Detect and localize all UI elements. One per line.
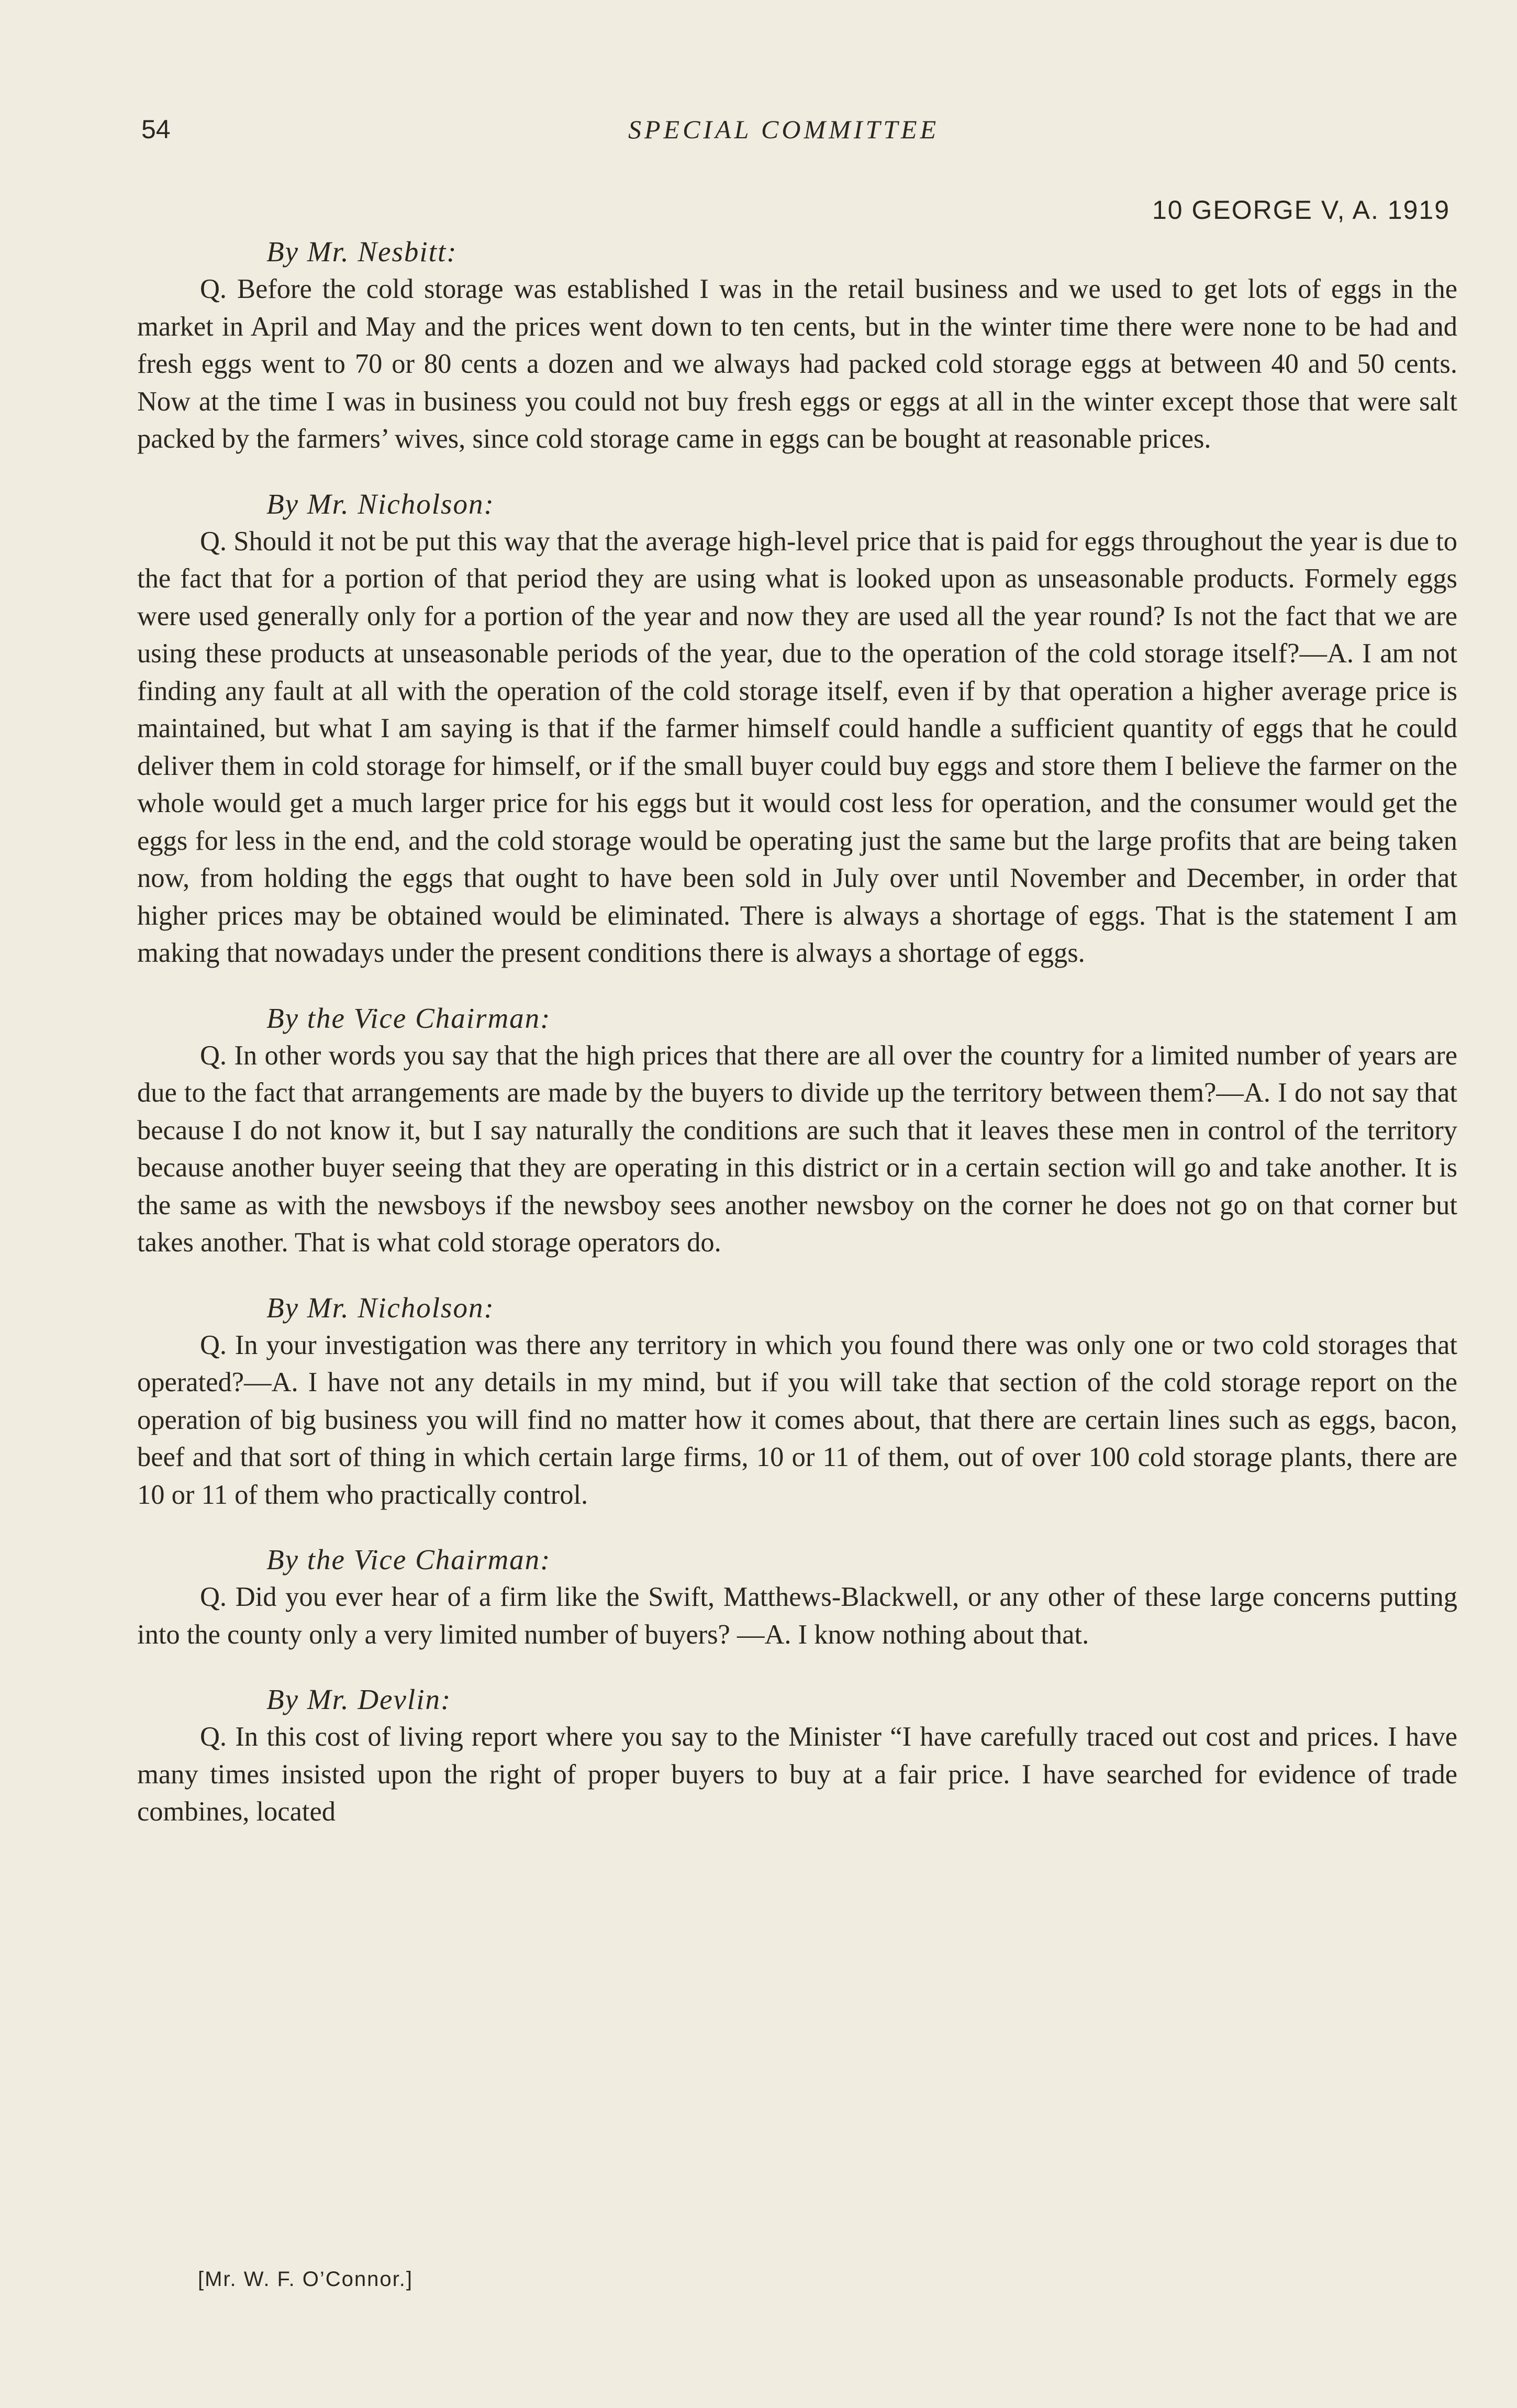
- testimony-paragraph: Q. In other words you say that the high prices that there are all over the country for a limited number of years are due to the fact that arrangements are made by the buyers to divide up the territory between them?—A. I do not say that because I do not know it, but I say naturally the conditions are such that it leaves these men in control of the territory because another buyer seeing that they are operating in this district or in a certain section will go and take another. It is the same as with the newsboys if the newsboy sees another newsboy on the corner he does not go on that corner but takes another. That is what cold storage operators do.: [137, 1040, 1457, 1258]
- running-head: SPECIAL COMMITTEE: [628, 115, 940, 144]
- testimony-paragraph: Q. Should it not be put this way that the average high-level price that is paid for eggs throughout the year is due to the fact that for a portion of that period they are using what is looked upon as unseasonable products. Formely eggs were used generally only for a portion of the year and now they are used all the year round? Is not the fact that we are using these products at unseasonable periods of the year, due to the operation of the cold storage itself?—A. I am not finding any fault at all with the operation of the cold storage itself, even if by that operation a higher average price is maintained, but what I am saying is that if the farmer himself could handle a sufficient quantity of eggs that he could deliver them in cold storage for himself, or if the small buyer could buy eggs and store them I believe the farmer on the whole would get a much larger price for his eggs but it would cost less for operation, and the consumer would get the eggs for less in the end, and the cold storage would be operating just the same but the large profits that are being taken now, from holding the eggs that ought to have been sold in July over until November and December, in order that higher prices may be obtained would be eliminated. There is always a shortage of eggs. That is the statement I am making that nowadays under the present conditions there is always a shortage of eggs.: [137, 526, 1457, 968]
- speaker-heading: By the Vice Chairman:: [266, 1002, 551, 1034]
- page-number: 54: [141, 115, 171, 144]
- speaker-heading: By Mr. Devlin:: [266, 1683, 452, 1715]
- speaker-heading: By Mr. Nicholson:: [266, 487, 495, 520]
- speaker-heading: By Mr. Nesbitt:: [266, 236, 458, 268]
- speaker-heading: By the Vice Chairman:: [266, 1544, 551, 1575]
- body-text: [137, 233, 1457, 1858]
- testimony-paragraph: Q. Before the cold storage was established I was in the retail business and we used to get lots of eggs in the market in April and May and the prices went down to ten cents, but in the winter time there were none to be had and fresh eggs went to 70 or 80 cents a dozen and we always had packed cold storage eggs at between 40 and 50 cents. Now at the time I was in business you could not buy fresh eggs or eggs at all in the winter except those that were salt packed by the farmers’ wives, since cold storage came in eggs can be bought at reasonable prices.: [137, 274, 1457, 454]
- testimony-paragraph: Q. In your investigation was there any territory in which you found there was only one or two cold storages that operated?—A. I have not any details in my mind, but if you will take that section of the cold storage report on the operation of big business you will find no matter how it comes about, that there are certain lines such as eggs, bacon, beef and that sort of thing in which certain large firms, 10 or 11 of them, out of over 100 cold storage plants, there are 10 or 11 of them who practically control.: [137, 1329, 1457, 1510]
- session-line: 10 GEORGE V, A. 1919: [1152, 195, 1450, 225]
- testimony-paragraph: Q. Did you ever hear of a firm like the Swift, Matthews-Blackwell, or any other of these large concerns putting into the county only a very limited number of buyers? —A. I know nothing about that.: [137, 1582, 1457, 1650]
- testimony-paragraph: Q. In this cost of living report where you say to the Minister “I have carefully traced out cost and prices. I have many times insisted upon the right of proper buyers to buy at a fair price. I have searched for evidence of trade combines, located: [137, 1722, 1457, 1827]
- speaker-heading: By Mr. Nicholson:: [266, 1291, 495, 1324]
- footer-witness: [Mr. W. F. O’Connor.]: [198, 2268, 413, 2291]
